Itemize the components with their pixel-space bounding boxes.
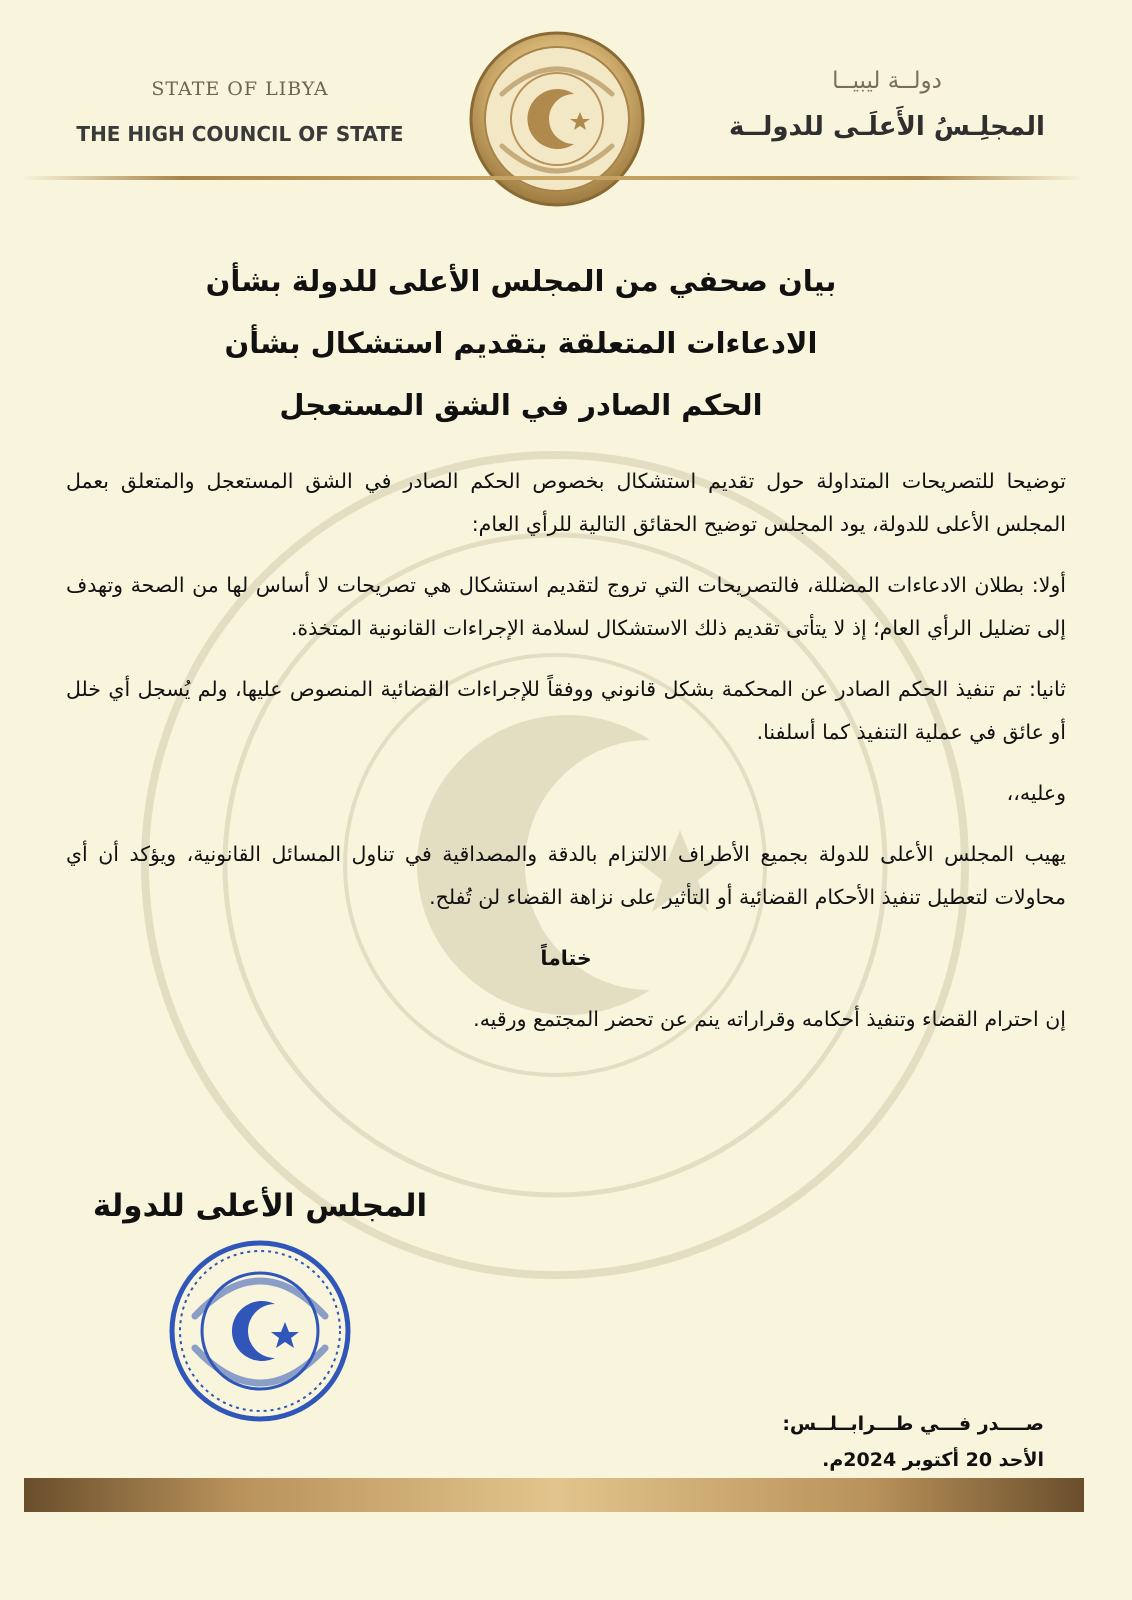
- title-line-2: الادعاءات المتعلقة بتقديم استشكال بشأن: [224, 326, 818, 360]
- issued-block: [782, 1406, 1044, 1478]
- closing-heading: ختاماً: [540, 946, 592, 970]
- closing-paragraph: إن احترام القضاء وتنفيذ أحكامه وقراراته ينم عن تحضر المجتمع ورقيه.: [473, 1007, 1066, 1031]
- issued-place: صــــدر فـــي طـــرابــلــس:: [782, 1413, 1044, 1435]
- second-point-paragraph: ثانيا: تم تنفيذ الحكم الصادر عن المحكمة بشكل قانوني ووفقاً للإجراءات القضائية المنصوص عليها، ولم يُسجل أي خلل أو عائق في عملية التنفيذ كما أسلفنا.: [66, 677, 1066, 744]
- letterhead-ar-council: المجلِـسُ الأَعلَـى للدولــة: [729, 112, 1045, 142]
- statement-title: [150, 250, 892, 436]
- footer-bar: [24, 1478, 1084, 1512]
- intro-paragraph: توضيحا للتصريحات المتداولة حول تقديم استشكال بخصوص الحكم الصادر في الشق المستعجل والمتعلق بعمل المجلس الأعلى للدولة، يود المجلس توضيح الحقائق التالية للرأي العام:: [66, 469, 1066, 536]
- title-line-3: الحكم الصادر في الشق المستعجل: [279, 388, 763, 422]
- appeal-paragraph: يهيب المجلس الأعلى للدولة بجميع الأطراف الالتزام بالدقة والمصداقية في تناول المسائل القانونية، ويؤكد أن أي محاولات لتعطيل تنفيذ الأحكام القضائية أو التأثير على نزاهة القضاء لن تُفلح.: [66, 842, 1066, 909]
- letterhead-en-state: STATE OF LIBYA: [151, 78, 329, 100]
- therefore-paragraph: وعليه،،: [1006, 781, 1066, 805]
- statement-body: [66, 460, 1066, 1059]
- letterhead-en-council: THE HIGH COUNCIL OF STATE: [76, 122, 404, 146]
- letterhead-arabic: [722, 68, 1052, 142]
- issued-date: الأحد 20 أكتوبر 2024م.: [822, 1449, 1044, 1471]
- official-seal-icon: [165, 1236, 355, 1426]
- signature-council: المجلس الأعلى للدولة: [92, 1188, 428, 1224]
- letterhead-english: [60, 78, 420, 146]
- title-line-1: بيان صحفي من المجلس الأعلى للدولة بشأن: [205, 264, 837, 298]
- letterhead-ar-state: دولــة ليبيــا: [832, 68, 942, 94]
- header-divider: [22, 176, 1082, 180]
- council-emblem-icon: [462, 24, 652, 214]
- first-point-paragraph: أولا: بطلان الادعاءات المضللة، فالتصريحات التي تروج لتقديم استشكال هي تصريحات لا أساس لها من الصحة وتهدف إلى تضليل الرأي العام؛ إذ لا يتأتى تقديم ذلك الاستشكال لسلامة الإجراءات القانونية المتخذة.: [66, 573, 1066, 640]
